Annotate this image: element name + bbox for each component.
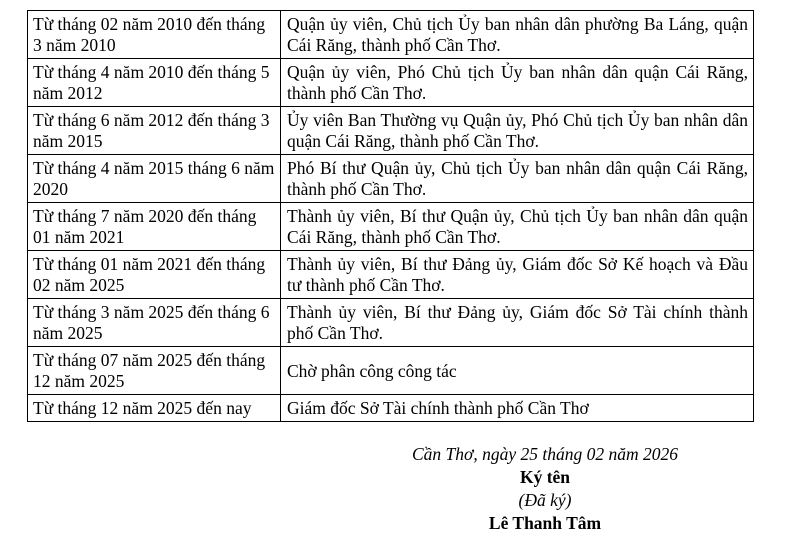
position-cell: Giám đốc Sở Tài chính thành phố Cần Thơ [281,395,754,422]
career-history-table [27,10,754,422]
period-cell: Từ tháng 01 năm 2021 đến tháng 02 năm 2025 [28,251,281,299]
period-cell: Từ tháng 4 năm 2010 đến tháng 5 năm 2012 [28,59,281,107]
position-cell: Quận ủy viên, Chủ tịch Ủy ban nhân dân phường Ba Láng, quận Cái Răng, thành phố Cần Thơ. [281,11,754,59]
position-cell: Thành ủy viên, Bí thư Đảng ủy, Giám đốc Sở Kế hoạch và Đầu tư thành phố Cần Thơ. [281,251,754,299]
signed-note: (Đã ký) [518,490,572,510]
table-row [28,299,754,347]
position-cell: Thành ủy viên, Bí thư Đảng ủy, Giám đốc Sở Tài chính thành phố Cần Thơ. [281,299,754,347]
position-cell: Thành ủy viên, Bí thư Quận ủy, Chủ tịch Ủy ban nhân dân quận Cái Răng, thành phố Cần Thơ. [281,203,754,251]
table-row [28,203,754,251]
table-row [28,11,754,59]
period-cell: Từ tháng 12 năm 2025 đến nay [28,395,281,422]
period-cell: Từ tháng 07 năm 2025 đến tháng 12 năm 2025 [28,347,281,395]
table-row [28,59,754,107]
place-date: Cần Thơ, ngày 25 tháng 02 năm 2026 [411,444,678,464]
table-row [28,107,754,155]
period-cell: Từ tháng 3 năm 2025 đến tháng 6 năm 2025 [28,299,281,347]
period-cell: Từ tháng 6 năm 2012 đến tháng 3 năm 2015 [28,107,281,155]
signer-name: Lê Thanh Tâm [488,513,602,533]
sign-label: Ký tên [519,467,571,487]
position-cell: Quận ủy viên, Phó Chủ tịch Ủy ban nhân dân quận Cái Răng, thành phố Cần Thơ. [281,59,754,107]
position-cell: Phó Bí thư Quận ủy, Chủ tịch Ủy ban nhân dân quận Cái Răng, thành phố Cần Thơ. [281,155,754,203]
period-cell: Từ tháng 02 năm 2010 đến tháng 3 năm 2010 [28,11,281,59]
position-cell: Ủy viên Ban Thường vụ Quận ủy, Phó Chủ tịch Ủy ban nhân dân quận Cái Răng, thành phố Cần Thơ. [281,107,754,155]
period-cell: Từ tháng 4 năm 2015 tháng 6 năm 2020 [28,155,281,203]
position-cell: Chờ phân công công tác [281,347,754,395]
table-row [28,251,754,299]
period-cell: Từ tháng 7 năm 2020 đến tháng 01 năm 2021 [28,203,281,251]
signature-block [380,443,710,535]
table-row [28,347,754,395]
table-row [28,155,754,203]
table-row [28,395,754,422]
